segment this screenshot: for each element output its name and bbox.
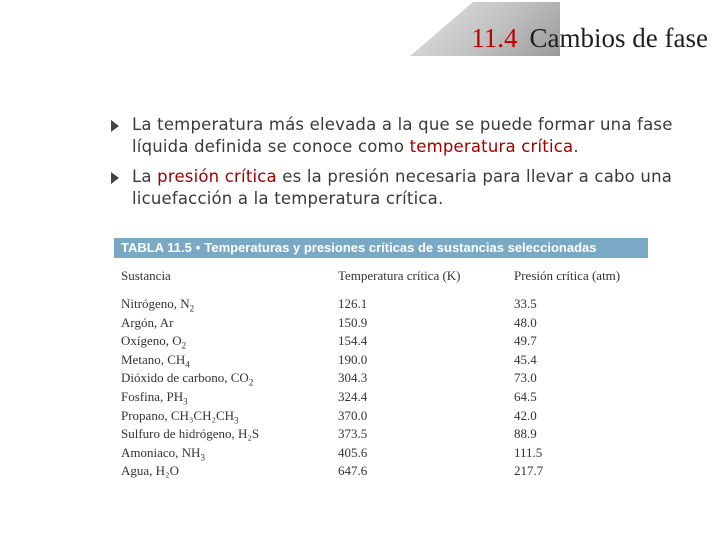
cell-temperature: 154.4 (338, 333, 368, 349)
cell-subscript: 4 (185, 359, 190, 370)
slide-title (410, 2, 720, 58)
table-row (114, 296, 648, 315)
section-title: Cambios de fase (529, 23, 708, 53)
table-row (114, 333, 648, 352)
cell-pressure: 88.9 (514, 426, 537, 442)
highlight-term: temperatura crítica (409, 137, 574, 156)
cell-temperature: 150.9 (338, 314, 368, 330)
cell-pressure: 73.0 (514, 370, 537, 386)
cell-temperature: 373.5 (338, 426, 368, 442)
table-row (114, 463, 648, 482)
cell-subscript: 3 (234, 415, 239, 426)
bullet-item (108, 114, 688, 158)
bullet-text: es la presión necesaria para llevar a cabo una licuefacción a la temperatura crítica. (132, 167, 673, 208)
critical-data-table (114, 238, 648, 482)
triangle-bullet-icon (111, 120, 119, 132)
table-row (114, 426, 648, 445)
table-row (114, 370, 648, 389)
column-header-temperature: Temperatura crítica (K) (338, 268, 461, 283)
cell-substance: Argón, Ar (121, 314, 174, 330)
cell-subscript: 2 (248, 377, 254, 388)
cell-substance: Sulfuro de hidrógeno, H₂S (121, 426, 260, 442)
table-row (114, 445, 648, 464)
table-caption: Temperaturas y presiones críticas de sustancias seleccionadas (204, 240, 597, 255)
bullet-text: . (573, 137, 579, 156)
cell-substance: Nitrógeno, $N_2$ (121, 296, 195, 314)
table-label: TABLA 11.5 (121, 240, 192, 255)
cell-pressure: 45.4 (514, 351, 537, 367)
section-number: 11.4 (471, 23, 518, 53)
cell-pressure: 42.0 (514, 407, 537, 423)
bullet-item (108, 166, 688, 210)
cell-substance: Metano, $CH_4$ (121, 351, 190, 370)
cell-temperature: 304.3 (338, 370, 368, 386)
cell-substance: Propano, $CH_3CH_2CH_3$ (121, 407, 239, 426)
column-header-pressure: Presión crítica (atm) (514, 268, 621, 283)
cell-pressure: 33.5 (514, 296, 537, 311)
table-row (114, 389, 648, 408)
cell-substance: Dióxido de carbono, $CO_2$ (121, 370, 254, 388)
cell-substance: Oxígeno, $O_2$ (121, 333, 187, 351)
column-headers (114, 268, 648, 292)
cell-subscript: 3 (200, 452, 205, 463)
cell-temperature: 647.6 (338, 463, 368, 479)
separator-dot: • (195, 240, 201, 255)
title-text (471, 22, 708, 54)
triangle-bullet-icon (111, 172, 119, 184)
cell-subscript: 2 (181, 340, 187, 351)
cell-substance: Amoniaco, $NH_3$ (121, 444, 205, 463)
cell-pressure: 217.7 (514, 463, 544, 479)
cell-pressure: 49.7 (514, 333, 537, 349)
cell-pressure: 64.5 (514, 388, 537, 404)
cell-subscript: 2 (189, 303, 195, 314)
cell-temperature: 324.4 (338, 388, 368, 404)
table-row (114, 408, 648, 427)
column-header-substance: Sustancia (121, 268, 171, 283)
cell-temperature: 405.6 (338, 444, 368, 460)
cell-pressure: 111.5 (514, 444, 543, 460)
table-header-bar (114, 238, 648, 258)
highlight-term: presión crítica (157, 167, 277, 186)
cell-temperature: 190.0 (338, 351, 368, 367)
cell-substance: Fosfina, $PH_3$ (121, 388, 188, 407)
cell-subscript: 3 (183, 396, 188, 407)
bullet-text: La temperatura más elevada a la que se puede formar una fase líquida definida se conoce como (132, 115, 673, 156)
table-row (114, 352, 648, 371)
cell-temperature: 370.0 (338, 407, 368, 423)
table-row (114, 315, 648, 334)
cell-substance: Agua, H₂O (121, 463, 179, 479)
table-body (114, 296, 648, 482)
bullet-list (108, 114, 688, 218)
cell-pressure: 48.0 (514, 314, 537, 330)
bullet-text: La (132, 167, 158, 186)
cell-temperature: 126.1 (338, 296, 368, 311)
